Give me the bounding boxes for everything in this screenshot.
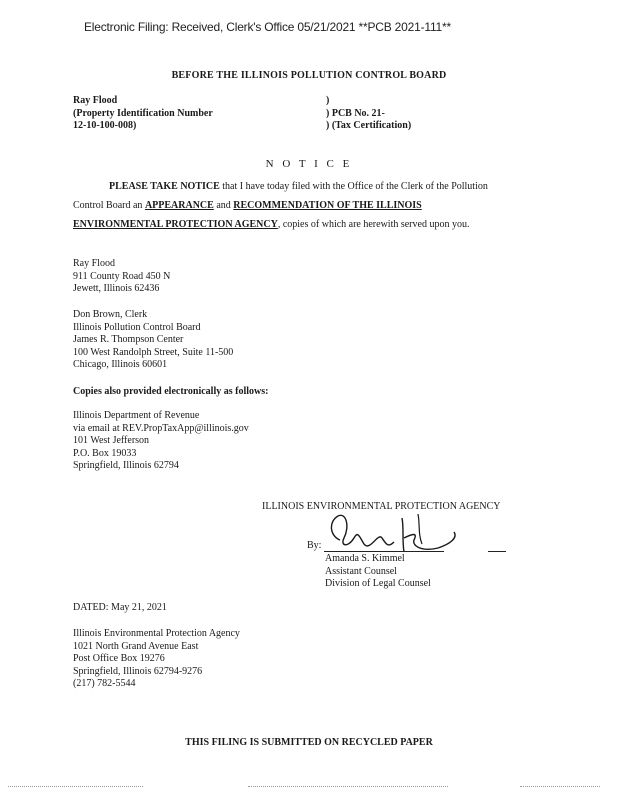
notice-recommendation-1: RECOMMENDATION OF THE ILLINOIS <box>233 200 422 211</box>
scan-artifact-center <box>248 786 448 789</box>
clerk-name: Don Brown, Clerk <box>73 309 148 320</box>
notice-and: and <box>213 200 234 211</box>
party-street: 911 County Road 450 N <box>73 270 171 282</box>
agency-phone: (217) 782-5544 <box>73 678 136 690</box>
board-title: BEFORE THE ILLINOIS POLLUTION CONTROL BOARD <box>171 70 447 81</box>
dated-line: DATED: May 21, 2021 <box>73 602 167 613</box>
notice-text-1: that I have today filed with the Office of the Clerk of the Pollution <box>219 181 488 192</box>
party-address-block <box>73 258 170 296</box>
caption-paren: ) <box>326 95 330 106</box>
notice-line-1 <box>109 181 488 194</box>
notice-line-2 <box>73 200 422 213</box>
caption-pcb-number: ) PCB No. 21- <box>326 107 385 119</box>
clerk-address-block <box>73 309 233 372</box>
notice-line-3 <box>73 219 469 232</box>
notice-appearance: APPEARANCE <box>144 200 214 211</box>
notice-recommendation-2: ENVIRONMENTAL PROTECTION AGENCY <box>73 219 278 230</box>
signatory-name: Amanda S. Kimmel <box>325 553 405 564</box>
agency-street: 1021 North Grand Avenue East <box>73 640 199 652</box>
caption-party-block <box>73 95 213 133</box>
signatory-block <box>325 553 431 591</box>
clerk-street: 100 West Randolph Street, Suite 11-500 <box>73 346 234 358</box>
signature-line-end <box>488 551 506 552</box>
agency-name: Illinois Environmental Protection Agency <box>73 628 240 639</box>
recycled-paper-footer: THIS FILING IS SUBMITTED ON RECYCLED PAPER <box>185 737 433 748</box>
clerk-city: Chicago, Illinois 60601 <box>73 359 168 371</box>
signature-by-label: By: <box>307 540 322 551</box>
caption-party-name: Ray Flood <box>73 95 118 106</box>
caption-tax-certification: ) (Tax Certification) <box>326 120 412 132</box>
party-name: Ray Flood <box>73 258 115 269</box>
notice-text-2: Control Board an <box>73 200 145 211</box>
revenue-street: 101 West Jefferson <box>73 435 150 447</box>
notice-text-3: , copies of which are herewith served upon you. <box>277 219 470 230</box>
agency-po-box: Post Office Box 19276 <box>73 653 165 665</box>
clerk-center: James R. Thompson Center <box>73 334 184 346</box>
electronic-filing-stamp: Electronic Filing: Received, Clerk's Office 05/21/2021 **PCB 2021-111** <box>84 20 451 34</box>
scan-artifact-right <box>520 786 600 789</box>
scan-artifact-left <box>8 786 143 789</box>
revenue-name: Illinois Department of Revenue <box>73 410 200 421</box>
notice-lead: PLEASE TAKE NOTICE <box>109 181 220 192</box>
caption-pin-label: (Property Identification Number <box>73 107 213 119</box>
caption-pin-number: 12-10-100-008) <box>73 120 137 132</box>
revenue-city: Springfield, Illinois 62794 <box>73 460 179 472</box>
revenue-po-box: P.O. Box 19033 <box>73 447 137 459</box>
agency-address-block <box>73 628 240 691</box>
clerk-board: Illinois Pollution Control Board <box>73 321 201 333</box>
signature-line <box>324 551 444 552</box>
party-city: Jewett, Illinois 62436 <box>73 283 160 295</box>
copies-heading: Copies also provided electronically as follows: <box>73 386 269 397</box>
notice-heading: N O T I C E <box>265 158 353 170</box>
signatory-title: Assistant Counsel <box>325 565 397 577</box>
revenue-email: via email at REV.PropTaxApp@illinois.gov <box>73 422 249 434</box>
signatory-division: Division of Legal Counsel <box>325 578 431 590</box>
caption-case-block <box>326 95 411 133</box>
agency-city: Springfield, Illinois 62794-9276 <box>73 665 203 677</box>
signature-agency: ILLINOIS ENVIRONMENTAL PROTECTION AGENCY <box>262 501 501 512</box>
revenue-address-block <box>73 410 249 473</box>
